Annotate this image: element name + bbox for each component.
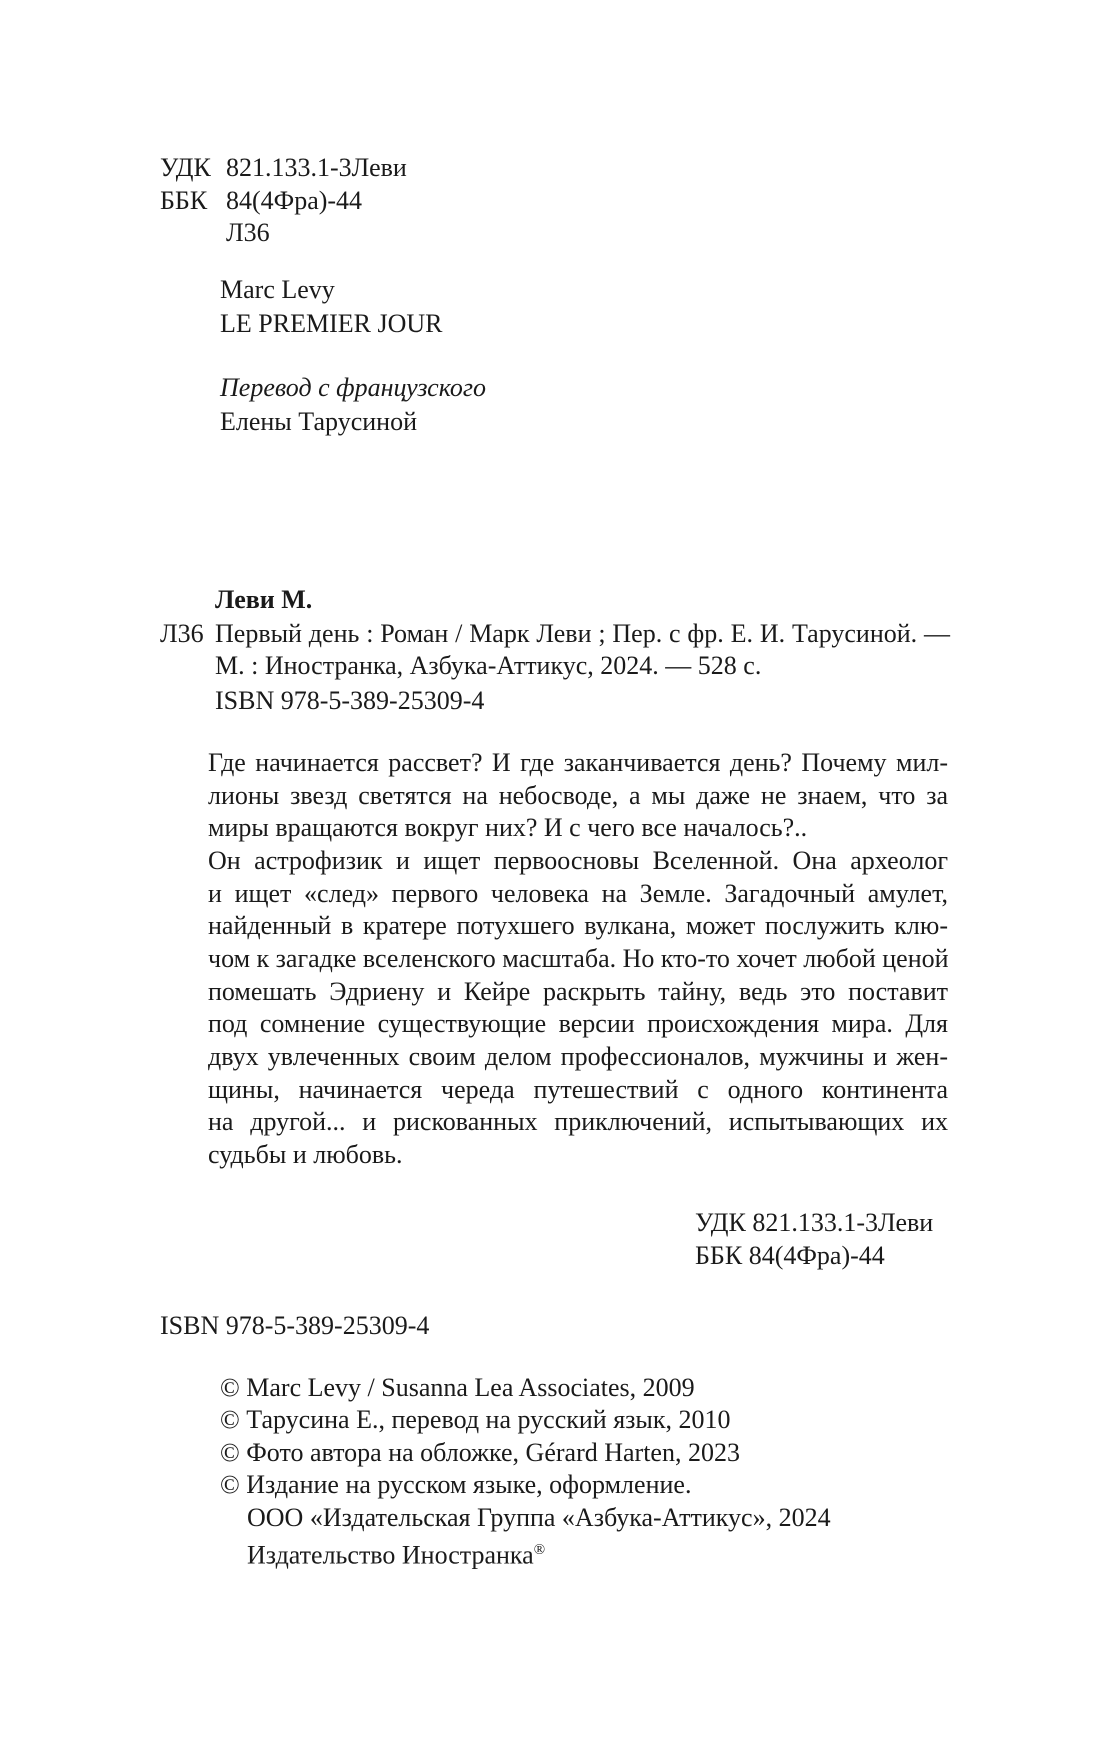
bib-line-1: Первый день : Роман / Марк Леви ; Пер. с фр. Е. И. Тарусиной. — [215, 619, 950, 648]
annotation-line: найденный в кратере потухшего вулкана, может послужить клю- [208, 911, 948, 940]
udk-footer: УДК 821.133.1-3Леви [695, 1208, 934, 1237]
publisher-line-2 [247, 1534, 545, 1572]
publisher-line-1: ООО «Издательская Группа «Азбука-Аттикус», 2024 [247, 1503, 831, 1532]
bbk-header [160, 185, 362, 217]
isbn-main: ISBN 978-5-389-25309-4 [160, 1311, 430, 1340]
annotation-line: под сомнение существующие версии происхождения мира. Для [208, 1009, 948, 1038]
bbk-label: ББК [160, 186, 208, 215]
bbk-footer: ББК 84(4Фра)-44 [695, 1241, 885, 1270]
copyright-line: © Издание на русском языке, оформление. [220, 1470, 692, 1499]
translation-note: Перевод с французского [220, 373, 487, 402]
annotation-line: судьбы и любовь. [208, 1140, 403, 1169]
udk-value: 821.133.1-3Леви [226, 153, 407, 182]
bbk-value: 84(4Фра)-44 [226, 186, 363, 215]
original-author: Marc Levy [220, 275, 335, 304]
publisher-name: Издательство Иностранка [247, 1540, 534, 1570]
bib-line-2: М. : Иностранка, Азбука-Аттикус, 2024. — 528 с. [215, 651, 762, 680]
copyright-line: © Тарусина Е., перевод на русский язык, 2010 [220, 1405, 731, 1434]
bib-author-sign: Л36 [160, 619, 204, 648]
annotation-line: щины, начинается череда путешествий с одного континента [208, 1075, 948, 1104]
copyright-line: © Marc Levy / Susanna Lea Associates, 2009 [220, 1373, 695, 1402]
annotation-line: и ищет «след» первого человека на Земле. Загадочный амулет, [208, 879, 948, 908]
annotation-line: лионы звезд светятся на небосводе, а мы даже не знаем, что за [208, 781, 948, 810]
bib-isbn: ISBN 978-5-389-25309-4 [215, 686, 485, 715]
registered-mark: ® [533, 1542, 546, 1558]
annotation-line: помешать Эдриену и Кейре раскрыть тайну, ведь это поставит [208, 977, 948, 1006]
annotation-line: Он астрофизик и ищет первоосновы Вселенной. Она археолог [208, 846, 948, 875]
bib-heading: Леви М. [215, 585, 313, 614]
annotation-line: на другой... и рискованных приключений, испытывающих их [208, 1107, 948, 1136]
copyright-line: © Фото автора на обложке, Gérard Harten, 2023 [220, 1438, 740, 1467]
translator-name: Елены Тарусиной [220, 407, 417, 436]
udk-header [160, 152, 407, 184]
annotation-line: чом к загадке вселенского масштаба. Но кто-то хочет любой ценой [208, 944, 949, 973]
annotation-line: миры вращаются вокруг них? И с чего все началось?.. [208, 813, 808, 842]
annotation-line: двух увлеченных своим делом профессионалов, мужчины и жен- [208, 1042, 948, 1071]
author-sign-header: Л36 [226, 218, 270, 247]
udk-label: УДК [160, 153, 211, 182]
original-title: LE PREMIER JOUR [220, 309, 443, 338]
annotation-line: Где начинается рассвет? И где заканчивается день? Почему мил- [208, 748, 948, 777]
